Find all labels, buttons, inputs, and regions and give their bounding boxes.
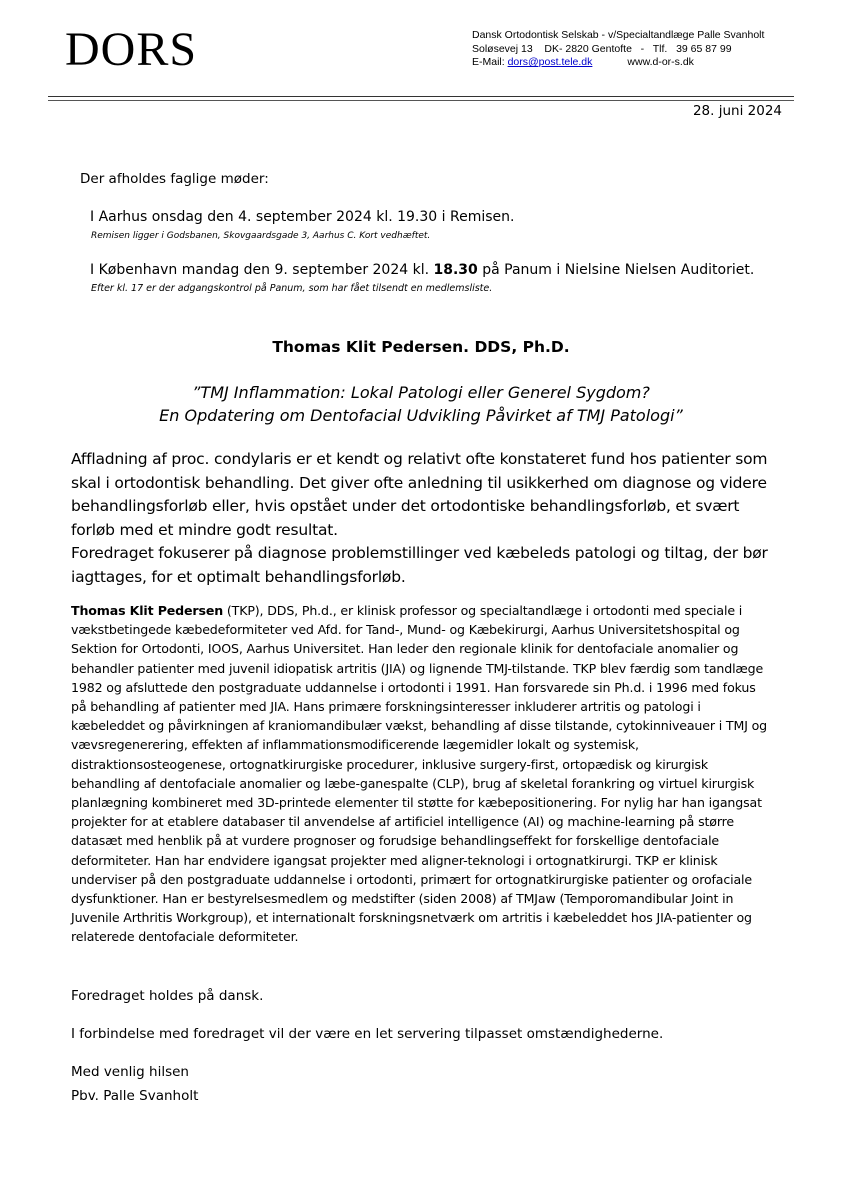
talk-title-line1: ”TMJ Inflammation: Lokal Patologi eller Generel Sygdom? [192,383,650,402]
meeting-copenhagen-text: I København mandag den 9. september 2024 kl. [90,262,434,278]
letterhead-address [472,29,764,70]
meeting-aarhus-text: I Aarhus onsdag den 4. september 2024 kl. 19.30 i Remisen. [90,209,515,225]
signature: Pbv. Palle Svanholt [71,1088,199,1104]
meeting-aarhus [90,208,514,226]
speaker-bio [71,601,771,947]
meeting-aarhus-note: Remisen ligger i Godsbanen, Skovgaardsgade 3, Aarhus C. Kort vedhæftet. [91,231,431,241]
talk-title-line2: En Opdatering om Dentofacial Udvikling Påvirket af TMJ Patologi” [159,406,683,425]
greeting: Med venlig hilsen [71,1064,189,1080]
letter-date: 28. juni 2024 [692,103,782,119]
language-note: Foredraget holdes på dansk. [71,988,264,1004]
meeting-copenhagen-venue: på Panum i Nielsine Nielsen Auditoriet. [477,262,755,278]
bio-name: Thomas Klit Pedersen [71,603,224,618]
speaker-name: Thomas Klit Pedersen. DDS, Ph.D. [272,338,570,356]
serving-note: I forbindelse med foredraget vil der være en let servering tilpasset omstændighederne. [71,1026,664,1042]
header-rule-secondary [48,100,794,101]
meeting-copenhagen-note: Efter kl. 17 er der adgangskontrol på Panum, som har fået tilsendt en medlemsliste. [91,283,493,294]
email-link[interactable]: dors@post.tele.dk [507,56,593,69]
email-label: E-Mail: [472,56,508,69]
header-rule [48,96,794,97]
abstract-paragraph: Affladning af proc. condylaris er et kendt og relativt ofte konstateret fund hos patienter som skal i ortodontisk behandling. Det giver ofte anledning til usikkerhed om diagnose og videre behandlingsforløb eller, hvis opstået under det ortodontiske behandlingsforløb, et svært forløb med et mindre godt resultat. [71,450,768,539]
abstract-paragraph: Foredraget fokuserer på diagnose problemstillinger ved kæbeleds patologi og tiltag, der bør iagttages, for et optimalt behandlingsforløb. [71,544,768,586]
letterhead-contact: Soløsevej 13 DK- 2820 Gentofte - Tlf. 39 65 87 99 [472,42,732,55]
meeting-copenhagen-time: 18.30 [433,262,478,278]
website: www.d-or-s.dk [627,56,694,69]
abstract [71,448,771,590]
meeting-copenhagen [90,261,754,279]
bio-text: (TKP), DDS, Ph.d., er klinisk professor og specialtandlæge i ortodonti med speciale i vækstbetingede kæbedeformiteter ved Afd. for Tand-, Mund- og Kæbekirurgi, Aarhus Universitetshospital og Sektion for Ortodonti, IOOS, Aarhus Universitet. Han leder den regionale klinik for dentofaciale anomalier og behandler patienter med juvenil idiopatisk artritis (JIA) og lignende TMJ-tilstande. TKP blev færdig som tandlæge 1982 og afsluttede den postgraduate uddannelse i ortodonti i 1991. Han forsvarede sin Ph.d. i 1996 med fokus på behandling af patienter med JIA. Hans primære forskningsinteresser inkluderer artritis og patologi i kæbeleddet og påvirkningen af kraniomandibulær vækst, behandling af disse tilstande, cytokinniveauer i TMJ og vævsregenerering, effekten af inflammationsmodificerende lægemidler lokalt og systemisk, distraktionsosteogenese, ortognatkirurgiske procedurer, inklusive surgery-first, ortopædisk og kirurgisk behandling af dentofaciale anomalier og læbe-ganespalte (CLP), brug af skeletal forankring og virtuel kirurgisk planlægning kombineret med 3D-printede elementer til støtte for kæbepositionering. For nylig har han igangsat projekter for at etablere databaser til anvendelse af artificiel intelligence (AI) og machine-learning på større datasæt med henblik på at vurdere prognoser og forudsige behandlingseffekt for forskellige dentofaciale deformiteter. Han har endvidere igangsat projekter med aligner-teknologi i ortognatkirurgi. TKP er klinisk underviser på den postgraduate uddannelse i ortodonti, primært for ortognatkirurgiske patienter og orofaciale dysfunktioner. Han er bestyrelsesmedlem og medstifter (siden 2008) af TMJaw (Temporomandibular Joint in Juvenile Arthritis Workgroup), et internationalt forskningsnetværk om artritis i kæbeleddet hos JIA-patienter og relaterede dentofaciale deformiteter. [71,603,768,945]
intro-text: Der afholdes faglige møder: [80,171,269,187]
letterhead-org: Dansk Ortodontisk Selskab - v/Specialtandlæge Palle Svanholt [472,29,765,41]
talk-title [0,381,842,427]
logo: DORS [65,23,198,76]
